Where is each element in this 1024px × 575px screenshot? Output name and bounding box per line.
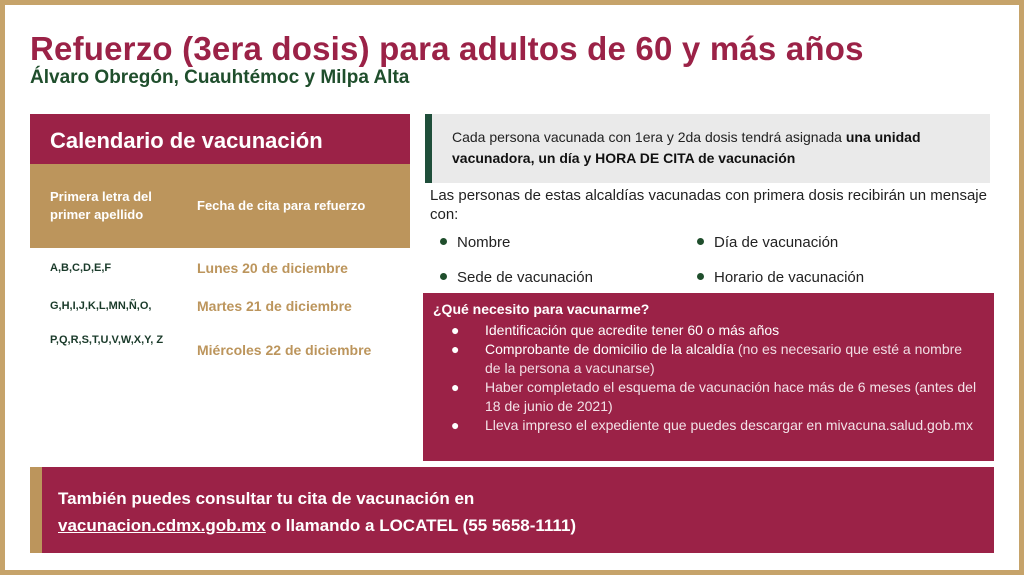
requirement-text: Haber completado el esquema de vacunación hace más de 6 meses (antes del 18 de junio de 2021)	[485, 379, 977, 414]
bullet-dot-icon	[440, 238, 447, 245]
requirement-text: Identificación que acredite tener 60 o más años	[485, 322, 780, 338]
page-subtitle: Álvaro Obregón, Cuauhtémoc y Milpa Alta	[30, 67, 410, 88]
appointment-info-box	[425, 114, 990, 183]
requirement-text: Lleva impreso el expediente que puedes descargar en mivacuna.salud.gob.mx	[485, 417, 973, 433]
message-item-label: Horario de vacunación	[714, 269, 865, 286]
requirements-box	[423, 293, 994, 461]
calendar-row-date: Martes 21 de diciembre	[197, 298, 352, 314]
calendar-row-date: Miércoles 22 de diciembre	[197, 342, 372, 358]
calendar-column-headers	[30, 164, 410, 248]
requirement-item	[451, 378, 981, 416]
requirement-note: (no es necesario que esté a nombre de la persona a vacunarse)	[485, 341, 963, 376]
calendar-row-date: Lunes 20 de diciembre	[197, 260, 348, 276]
message-item-label: Día de vacunación	[714, 234, 839, 251]
contact-line2	[58, 512, 576, 539]
bullet-icon: ●	[451, 341, 460, 357]
requirements-list	[451, 321, 981, 435]
calendar-row-letters: G,H,I,J,K,L,MN,Ñ,O,	[50, 300, 152, 312]
requirements-title: ¿Qué necesito para vacunarme?	[433, 301, 650, 317]
requirement-item	[451, 416, 981, 435]
message-item	[440, 234, 510, 251]
calendar-heading: Calendario de vacunación	[30, 114, 410, 164]
appointment-info-text	[452, 127, 982, 169]
calendar-row-letters: A,B,C,D,E,F	[50, 262, 112, 274]
requirement-item	[451, 340, 981, 378]
calendar-col1-header: Primera letra del primer apellido	[50, 189, 152, 222]
calendar-col2-header: Fecha de cita para refuerzo	[197, 198, 366, 213]
bullet-dot-icon	[697, 238, 704, 245]
requirement-item	[451, 321, 981, 340]
bullet-icon: ●	[451, 379, 460, 395]
info-text-bold: una unidad vacunadora, un día y HORA DE CITA de vacunación	[452, 129, 921, 166]
info-text-normal: Cada persona vacunada con 1era y 2da dosis tendrá asignada	[452, 129, 846, 145]
contact-phone-text: o llamando a LOCATEL (55 5658-1111)	[265, 516, 577, 535]
message-item-label: Sede de vacunación	[457, 269, 593, 286]
vacunacion-link[interactable]: vacunacion.cdmx.gob.mx	[58, 516, 266, 535]
message-item	[697, 269, 864, 286]
message-item	[440, 269, 593, 286]
page-title: Refuerzo (3era dosis) para adultos de 60 y más años	[30, 30, 864, 67]
contact-text	[58, 485, 576, 539]
bullet-icon: ●	[451, 322, 460, 338]
bullet-icon: ●	[451, 417, 460, 433]
contact-banner	[30, 467, 994, 553]
bullet-dot-icon	[697, 273, 704, 280]
requirement-text: Comprobante de domicilio de la alcaldía	[485, 341, 735, 357]
message-item	[697, 234, 838, 251]
calendar-row-letters: P,Q,R,S,T,U,V,W,X,Y, Z	[50, 334, 164, 346]
bullet-dot-icon	[440, 273, 447, 280]
message-intro: Las personas de estas alcaldías vacunadas con primera dosis recibirán un mensaje con:	[430, 187, 987, 223]
message-item-label: Nombre	[457, 234, 511, 251]
contact-line1: También puedes consultar tu cita de vacunación en	[58, 489, 475, 508]
